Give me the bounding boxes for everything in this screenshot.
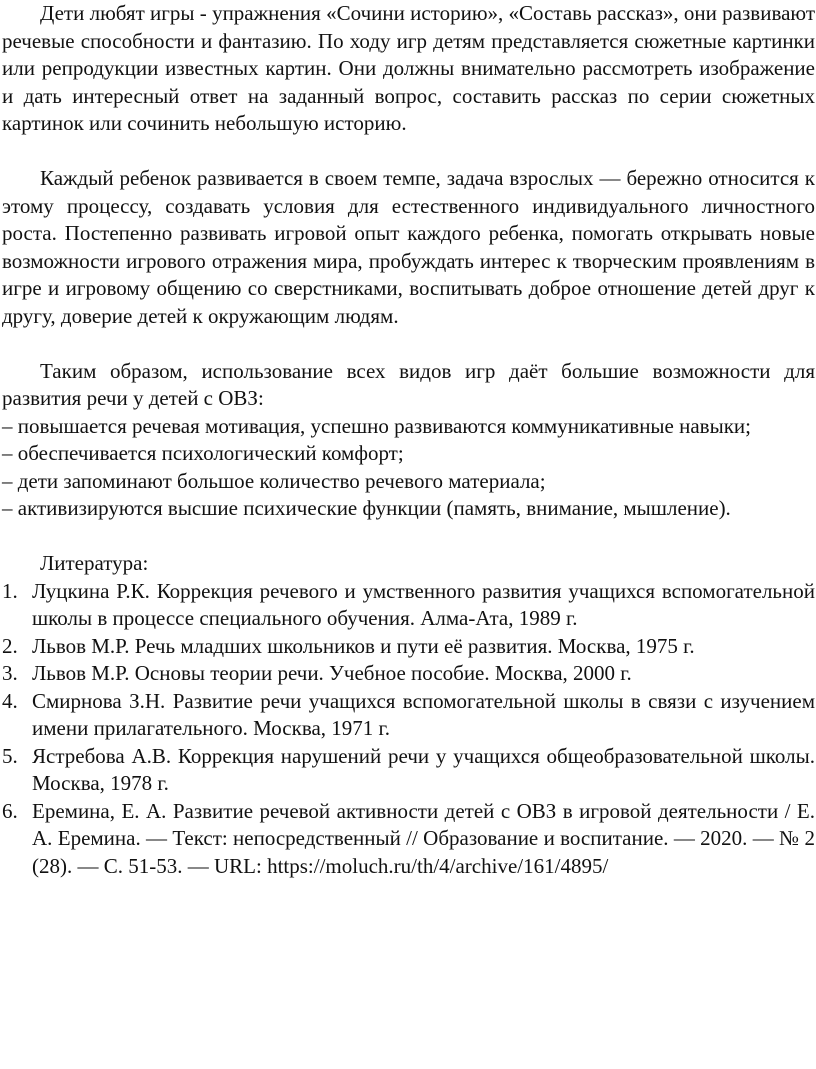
literature-item (2, 660, 815, 688)
literature-item (2, 798, 815, 881)
literature-item-number: 1. (2, 578, 18, 603)
literature-item-text: Еремина, Е. А. Развитие речевой активности детей с ОВЗ в игровой деятельности / Е. А. Еремина. — Текст: непосредственный // Образование и воспитание. — 2020. — № 2 (28). — С. 51-53. — URL: https://moluch.ru/th/4/archive/161/4895/ (32, 798, 815, 878)
literature-item-number: 3. (2, 661, 18, 685)
literature-heading: Литература: (40, 551, 149, 575)
paragraph-spacer (2, 330, 815, 358)
literature-list (2, 578, 815, 881)
literature-item (2, 743, 815, 798)
literature-item-number: 6. (2, 798, 18, 823)
paragraph-conclusion: Таким образом, использование всех видов игр даёт большие возможности для развития речи у детей с ОВЗ: (2, 358, 815, 410)
paragraph-spacer (2, 138, 815, 166)
paragraph-development: Каждый ребенок развивается в своем темпе, задача взрослых — бережно относится к этому процессу, создавать условия для естественного индивидуального личностного роста. Постепенно развивать игровой опыт каждого ребенка, помогать открывать новые возможности игрового отражения мира, пробуждать интерес к творческим проявлениям в игре и игровому общению со сверстниками, воспитывать доброе отношение детей друг к другу, доверие детей к окружающим людям. (2, 166, 815, 328)
literature-item-text: Луцкина Р.К. Коррекция речевого и умственного развития учащихся вспомогательной школы в процессе специального обучения. Алма-Ата, 1989 г. (32, 578, 815, 630)
literature-item-number: 4. (2, 688, 18, 713)
literature-item (2, 633, 815, 661)
paragraph-spacer (2, 523, 815, 551)
literature-item (2, 578, 815, 633)
bullet-item: – повышается речевая мотивация, успешно развиваются коммуникативные навыки; (2, 413, 751, 438)
bullet-item: – активизируются высшие психические функции (память, внимание, мышление). (2, 496, 731, 520)
literature-item (2, 688, 815, 743)
bullet-item: – обеспечивается психологический комфорт; (2, 441, 404, 465)
bullet-list (2, 413, 815, 523)
literature-item-text: Смирнова З.Н. Развитие речи учащихся вспомогательной школы в связи с изучением имени прилагательного. Москва, 1971 г. (32, 688, 815, 740)
literature-item-number: 5. (2, 743, 18, 768)
paragraph-games: Дети любят игры - упражнения «Сочини историю», «Составь рассказ», они развивают речевые способности и фантазию. По ходу игр детям представляется сюжетные картинки или репродукции известных картин. Они должны внимательно рассмотреть изображение и дать интересный ответ на заданный вопрос, составить рассказ по серии сюжетных картинок или сочинить небольшую историю. (2, 1, 815, 135)
literature-item-text: Ястребова А.В. Коррекция нарушений речи у учащихся общеобразовательной школы. Москва, 1978 г. (32, 743, 815, 795)
bullet-item: – дети запоминают большое количество речевого материала; (2, 468, 546, 493)
literature-item-text: Львов М.Р. Основы теории речи. Учебное пособие. Москва, 2000 г. (32, 661, 632, 685)
literature-item-number: 2. (2, 633, 18, 658)
literature-item-text: Львов М.Р. Речь младших школьников и пути её развития. Москва, 1975 г. (32, 633, 695, 658)
